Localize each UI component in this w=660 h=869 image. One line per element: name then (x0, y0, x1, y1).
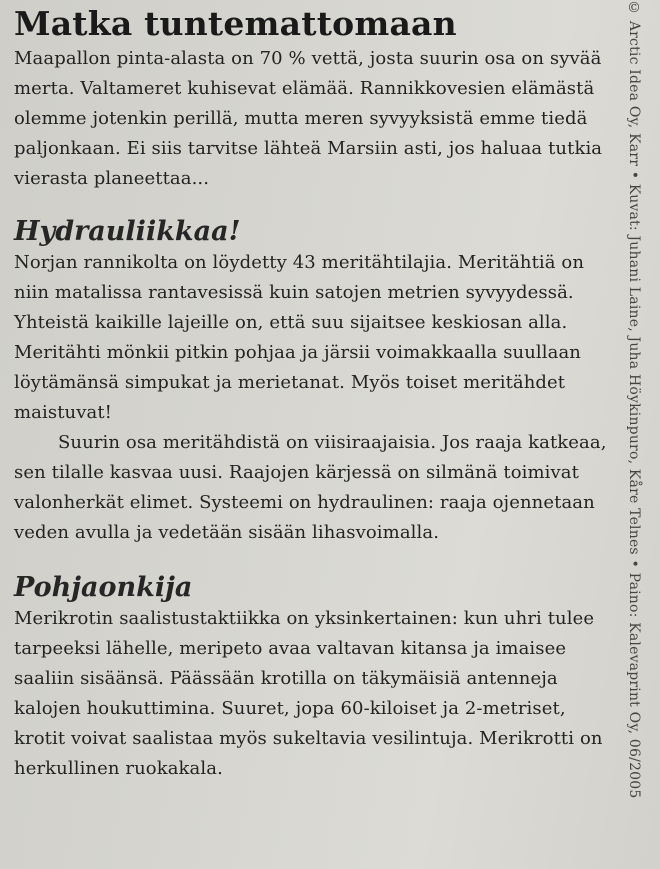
photo-credit-text: © Arctic Idea Oy, Karr • Kuvat: Juhani Laine, Juha Höykinpuro, Kåre Telnes • Paino: Kalevaprint Oy, 06/2005 (626, 0, 642, 799)
section-heading-pohjaonkija: Pohjaonkija (14, 572, 193, 603)
section-spacer (14, 548, 610, 572)
anglerfish-paragraph: Merikrotin saalistustaktiikka on yksinkertainen: kun uhri tulee tarpeeksi lähelle, meripeto avaa valtavan kitansa ja imaisee saaliin sisäänsä. Päässään krotilla on täkymäisiä antenneja kalojen houkuttimina. Suuret, jopa 60-kiloiset ja 2-metriset, krotit voivat saalistaa myös sukeltavia vesilintuja. Merikrotti on herkullinen ruokakala. (14, 608, 603, 779)
section-heading-hydrauliikkaa: Hydrauliikkaa! (14, 216, 241, 247)
starfish-paragraph-1: Norjan rannikolta on löydetty 43 meritähtilajia. Meritähtiä on niin matalissa rantavesissä kuin satojen metrien syvyydessä. Yhteistä kaikille lajeille on, että suu sijaitsee keskiosan alla. Meritähti mönkii pitkin pohjaa ja järsii voimakkaalla suullaan löytämänsä simpukat ja merietanat. Myös toiset meritähdet maistuvat! (14, 252, 585, 423)
credit-strip (619, 0, 649, 869)
section-spacer (14, 194, 610, 216)
starfish-paragraph-2: Suurin osa meritähdistä on viisiraajaisia. Jos raaja katkeaa, sen tilalle kasvaa uusi. Raajojen kärjessä on silmänä toimivat valonherkät elimet. Systeemi on hydraulinen: raaja ojennetaan veden avulla ja vedetään sisään lihasvoimalla. (14, 432, 607, 543)
intro-paragraph: Maapallon pinta-alasta on 70 % vettä, josta suurin osa on syvää merta. Valtameret kuhisevat elämää. Rannikkovesien elämästä olemme jotenkin perillä, mutta meren syvyyksistä emme tiedä paljonkaan. Ei siis tarvitse lähteä Marsiin asti, jos haluaa tutkia vierasta planeettaa... (14, 48, 603, 189)
article-column (14, 4, 610, 784)
article-title: Matka tuntemattomaan (14, 4, 457, 43)
